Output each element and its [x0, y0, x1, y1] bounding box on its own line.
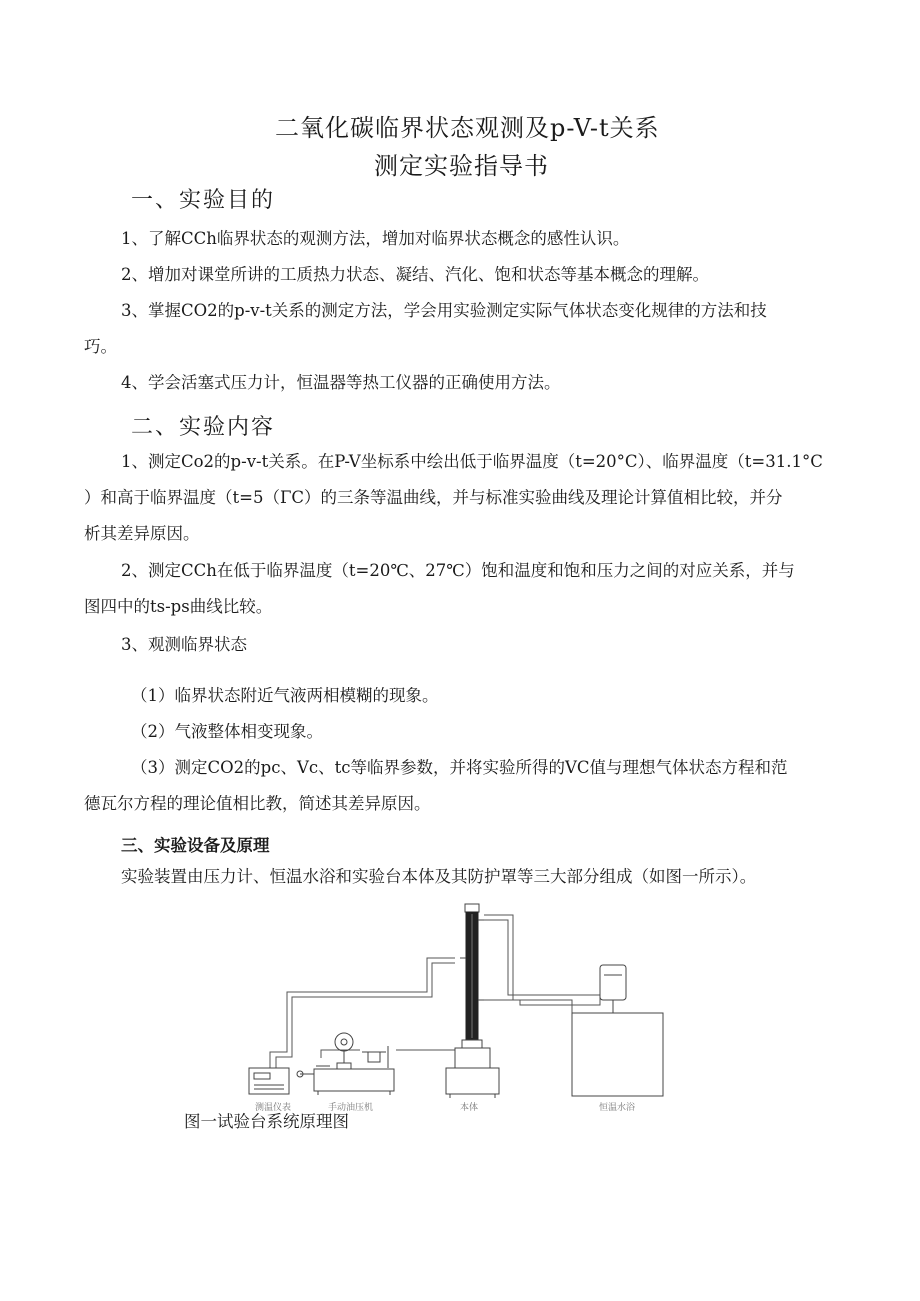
section3-line: 实验装置由压力计、恒温水浴和实验台本体及其防护罩等三大部分组成（如图一所示）。 [121, 867, 757, 886]
section1-item-3: 3、掌握CO2的p-v-t关系的测定方法，学会用实验测定实际气体状态变化规律的方法和技 [121, 301, 767, 320]
section2-line-8: （2）气液整体相变现象。 [131, 722, 323, 741]
section1-item-3-cont: 巧。 [84, 337, 117, 356]
thermometer-instrument [249, 1068, 289, 1094]
doc-title-line1: 二氧化碳临界状态观测及p-V-t关系 [275, 114, 660, 142]
section2-line-5: 图四中的ts-ps曲线比较。 [84, 597, 273, 616]
water-bath [572, 965, 663, 1096]
pipe-lines [270, 915, 600, 1068]
apparatus-body [446, 904, 499, 1098]
label-body: 本体 [460, 1103, 479, 1113]
section2-line-2: ）和高于临界温度（t=5（ΓC）的三条等温曲线，并与标准实验曲线及理论计算值相比较，并分 [84, 488, 783, 507]
label-oil-press: 手动油压机 [328, 1103, 374, 1113]
section2-line-6: 3、观测临界状态 [121, 635, 247, 654]
section2-line-4: 2、测定CCh在低于临界温度（t=20℃、27℃）饱和温度和饱和压力之间的对应关系，并与 [121, 561, 795, 580]
section1-heading: 一、实验目的 [131, 188, 276, 213]
section2-heading: 二、实验内容 [131, 415, 276, 440]
section2-line-3: 析其差异原因。 [84, 524, 200, 543]
label-water-bath: 恒温水浴 [599, 1103, 636, 1113]
section1-item-2: 2、增加对课堂所讲的工质热力状态、凝结、汽化、饱和状态等基本概念的理解。 [121, 265, 709, 284]
section1-item-4: 4、学会活塞式压力计，恒温器等热工仪器的正确使用方法。 [121, 373, 561, 392]
section2-line-10: 德瓦尔方程的理论值相比教，简述其差异原因。 [84, 794, 431, 813]
oil-press [297, 1033, 394, 1095]
doc-title-line2: 测定实验指导书 [374, 152, 549, 180]
section2-line-1: 1、测定Co2的p-v-t关系。在P-V坐标系中绘出低于临界温度（t=20°C）、临界温度（t=31.1°C [121, 452, 823, 471]
section2-line-7: （1）临界状态附近气液两相模糊的现象。 [131, 686, 439, 705]
section1-item-1: 1、了解CCh临界状态的观测方法，增加对临界状态概念的感性认识。 [121, 229, 630, 248]
section2-line-9: （3）测定CO2的pc、Vc、tc等临界参数，并将实验所得的VC值与理想气体状态方程和范 [131, 758, 788, 777]
label-thermometer: 测温仪表 [255, 1103, 292, 1113]
section3-heading: 三、实验设备及原理 [121, 836, 270, 855]
figure-caption: 图一试验台系统原理图 [184, 1112, 349, 1131]
